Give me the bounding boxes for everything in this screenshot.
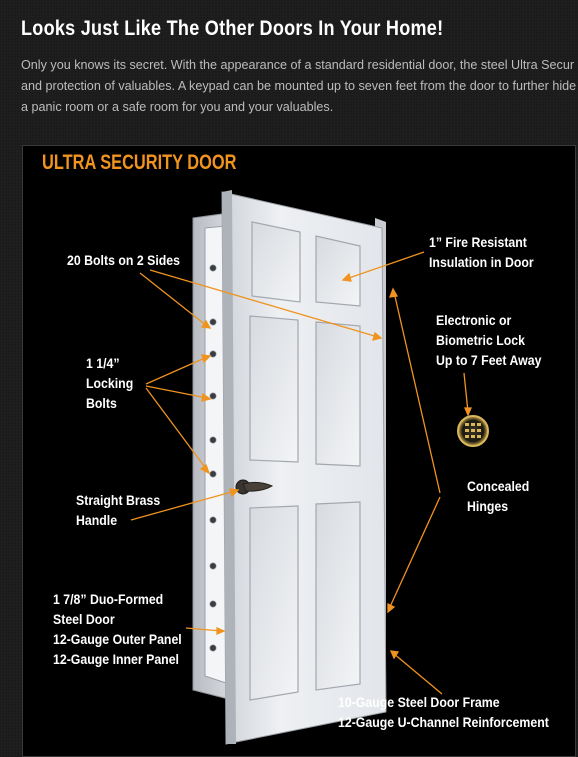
callout-line: Insulation in Door [429, 254, 534, 270]
callout-line: Electronic or [436, 312, 512, 328]
callout-line: 1” Fire Resistant [429, 234, 527, 250]
panel-title: ULTRA SECURITY DOOR [42, 151, 237, 174]
callout-line: Bolts [86, 395, 117, 411]
intro-line-2: and protection of valuables. A keypad can be mounted up to seven feet from the door to further hide [21, 79, 577, 93]
callout-hinges [467, 476, 529, 516]
page-headline: Looks Just Like The Other Doors In Your Home! [21, 17, 444, 40]
callout-line: 12-Gauge Inner Panel [53, 651, 179, 667]
intro-line-1: Only you knows its secret. With the appearance of a standard residential door, the steel Ultra Secur [21, 58, 575, 72]
keypad-lock-icon [458, 416, 488, 446]
callout-steel-door [53, 589, 182, 669]
callout-locking-bolts [86, 353, 133, 413]
callout-bolts [67, 250, 180, 270]
callout-line: Locking [86, 375, 134, 391]
callout-line: Hinges [467, 498, 509, 514]
callout-lock [436, 310, 541, 370]
callout-line: 12-Gauge U-Channel Reinforcement [338, 714, 549, 730]
callout-line: 1 7/8” Duo-Formed [53, 591, 164, 607]
callout-line: Biometric Lock [436, 332, 526, 348]
callout-line: Concealed [467, 478, 530, 494]
intro-line-3: a panic room or a safe room for you and your valuables. [21, 100, 334, 114]
callout-line: 20 Bolts on 2 Sides [67, 252, 180, 268]
callout-line: 1 1/4” [86, 355, 120, 371]
callout-line: 10-Gauge Steel Door Frame [338, 694, 500, 710]
callout-line: Up to 7 Feet Away [436, 352, 542, 368]
callout-line: Handle [76, 512, 118, 528]
callout-frame [338, 692, 549, 732]
callout-line: 12-Gauge Outer Panel [53, 631, 182, 647]
callout-line: Steel Door [53, 611, 115, 627]
callout-line: Straight Brass [76, 492, 161, 508]
callout-insulation [429, 232, 534, 272]
callout-handle [76, 490, 160, 530]
